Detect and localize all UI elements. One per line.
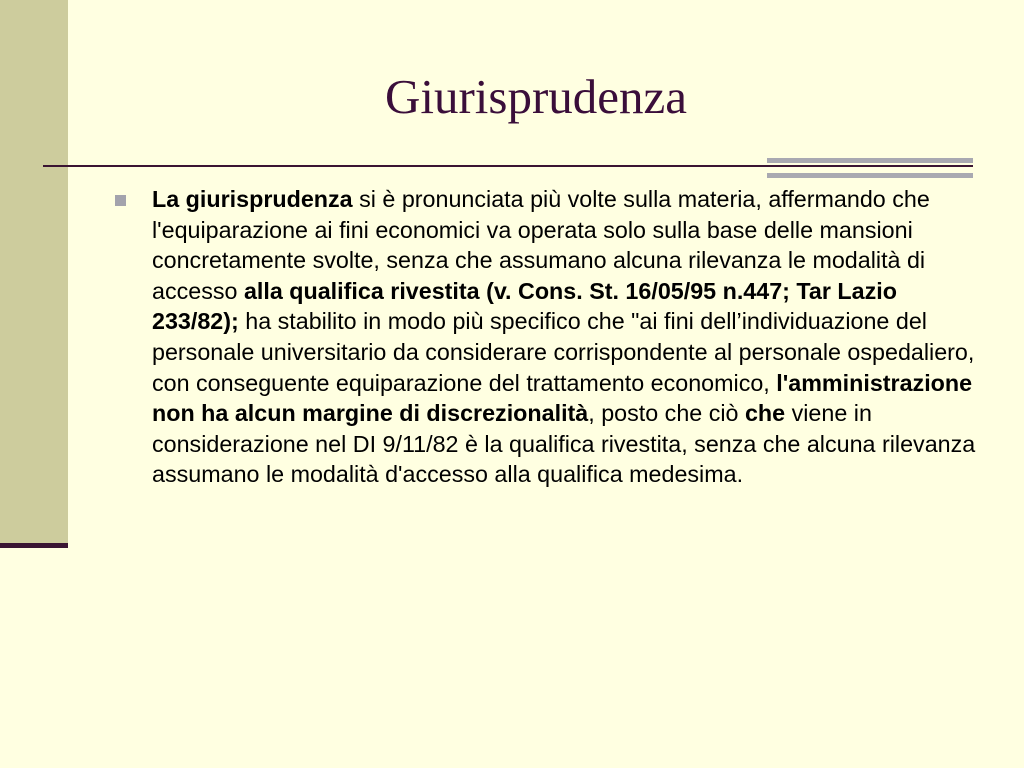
text-segment: , posto che ciò [588,400,745,427]
square-bullet-icon [115,195,126,206]
bullet-item [113,184,983,490]
left-decorative-bar [0,0,68,545]
slide-title: Giurisprudenza [384,69,688,124]
text-segment: viene in considerazione nel DI 9/11/82 è la qualifica rivestita, senza che alcuna rilevanza assumano le modalità d'accesso alla qualifica medesima. [152,400,976,488]
bold-segment: La giurisprudenza [152,186,353,212]
bold-segment: l'amministrazione non ha alcun margine di discrezionalità [152,369,973,427]
bold-segment: alla qualifica rivestita (v. Cons. St. 16/05/95 n.447; Tar Lazio 233/82); [152,277,897,335]
text-segment: ha stabilito in modo più specifico che "ai fini dell’individuazione del personale universitario da considerare corrispondente al personale ospedaliero, con conseguente equiparazione del trattamento economico, [152,308,975,396]
text-segment: si è pronunciata più volte sulla materia, affermando che l'equiparazione ai fini economici va operata solo sulla base delle mansioni concretamente svolte, senza che assumano alcuna rilevanza le modalità di accesso [152,186,930,304]
left-bar-underline [0,543,68,548]
bold-segment: che [744,400,786,427]
bullet-text [152,186,975,487]
accent-bar-top [767,158,973,163]
accent-bar-bottom [767,173,973,178]
slide-body [113,184,983,490]
accent-bars [767,158,973,180]
